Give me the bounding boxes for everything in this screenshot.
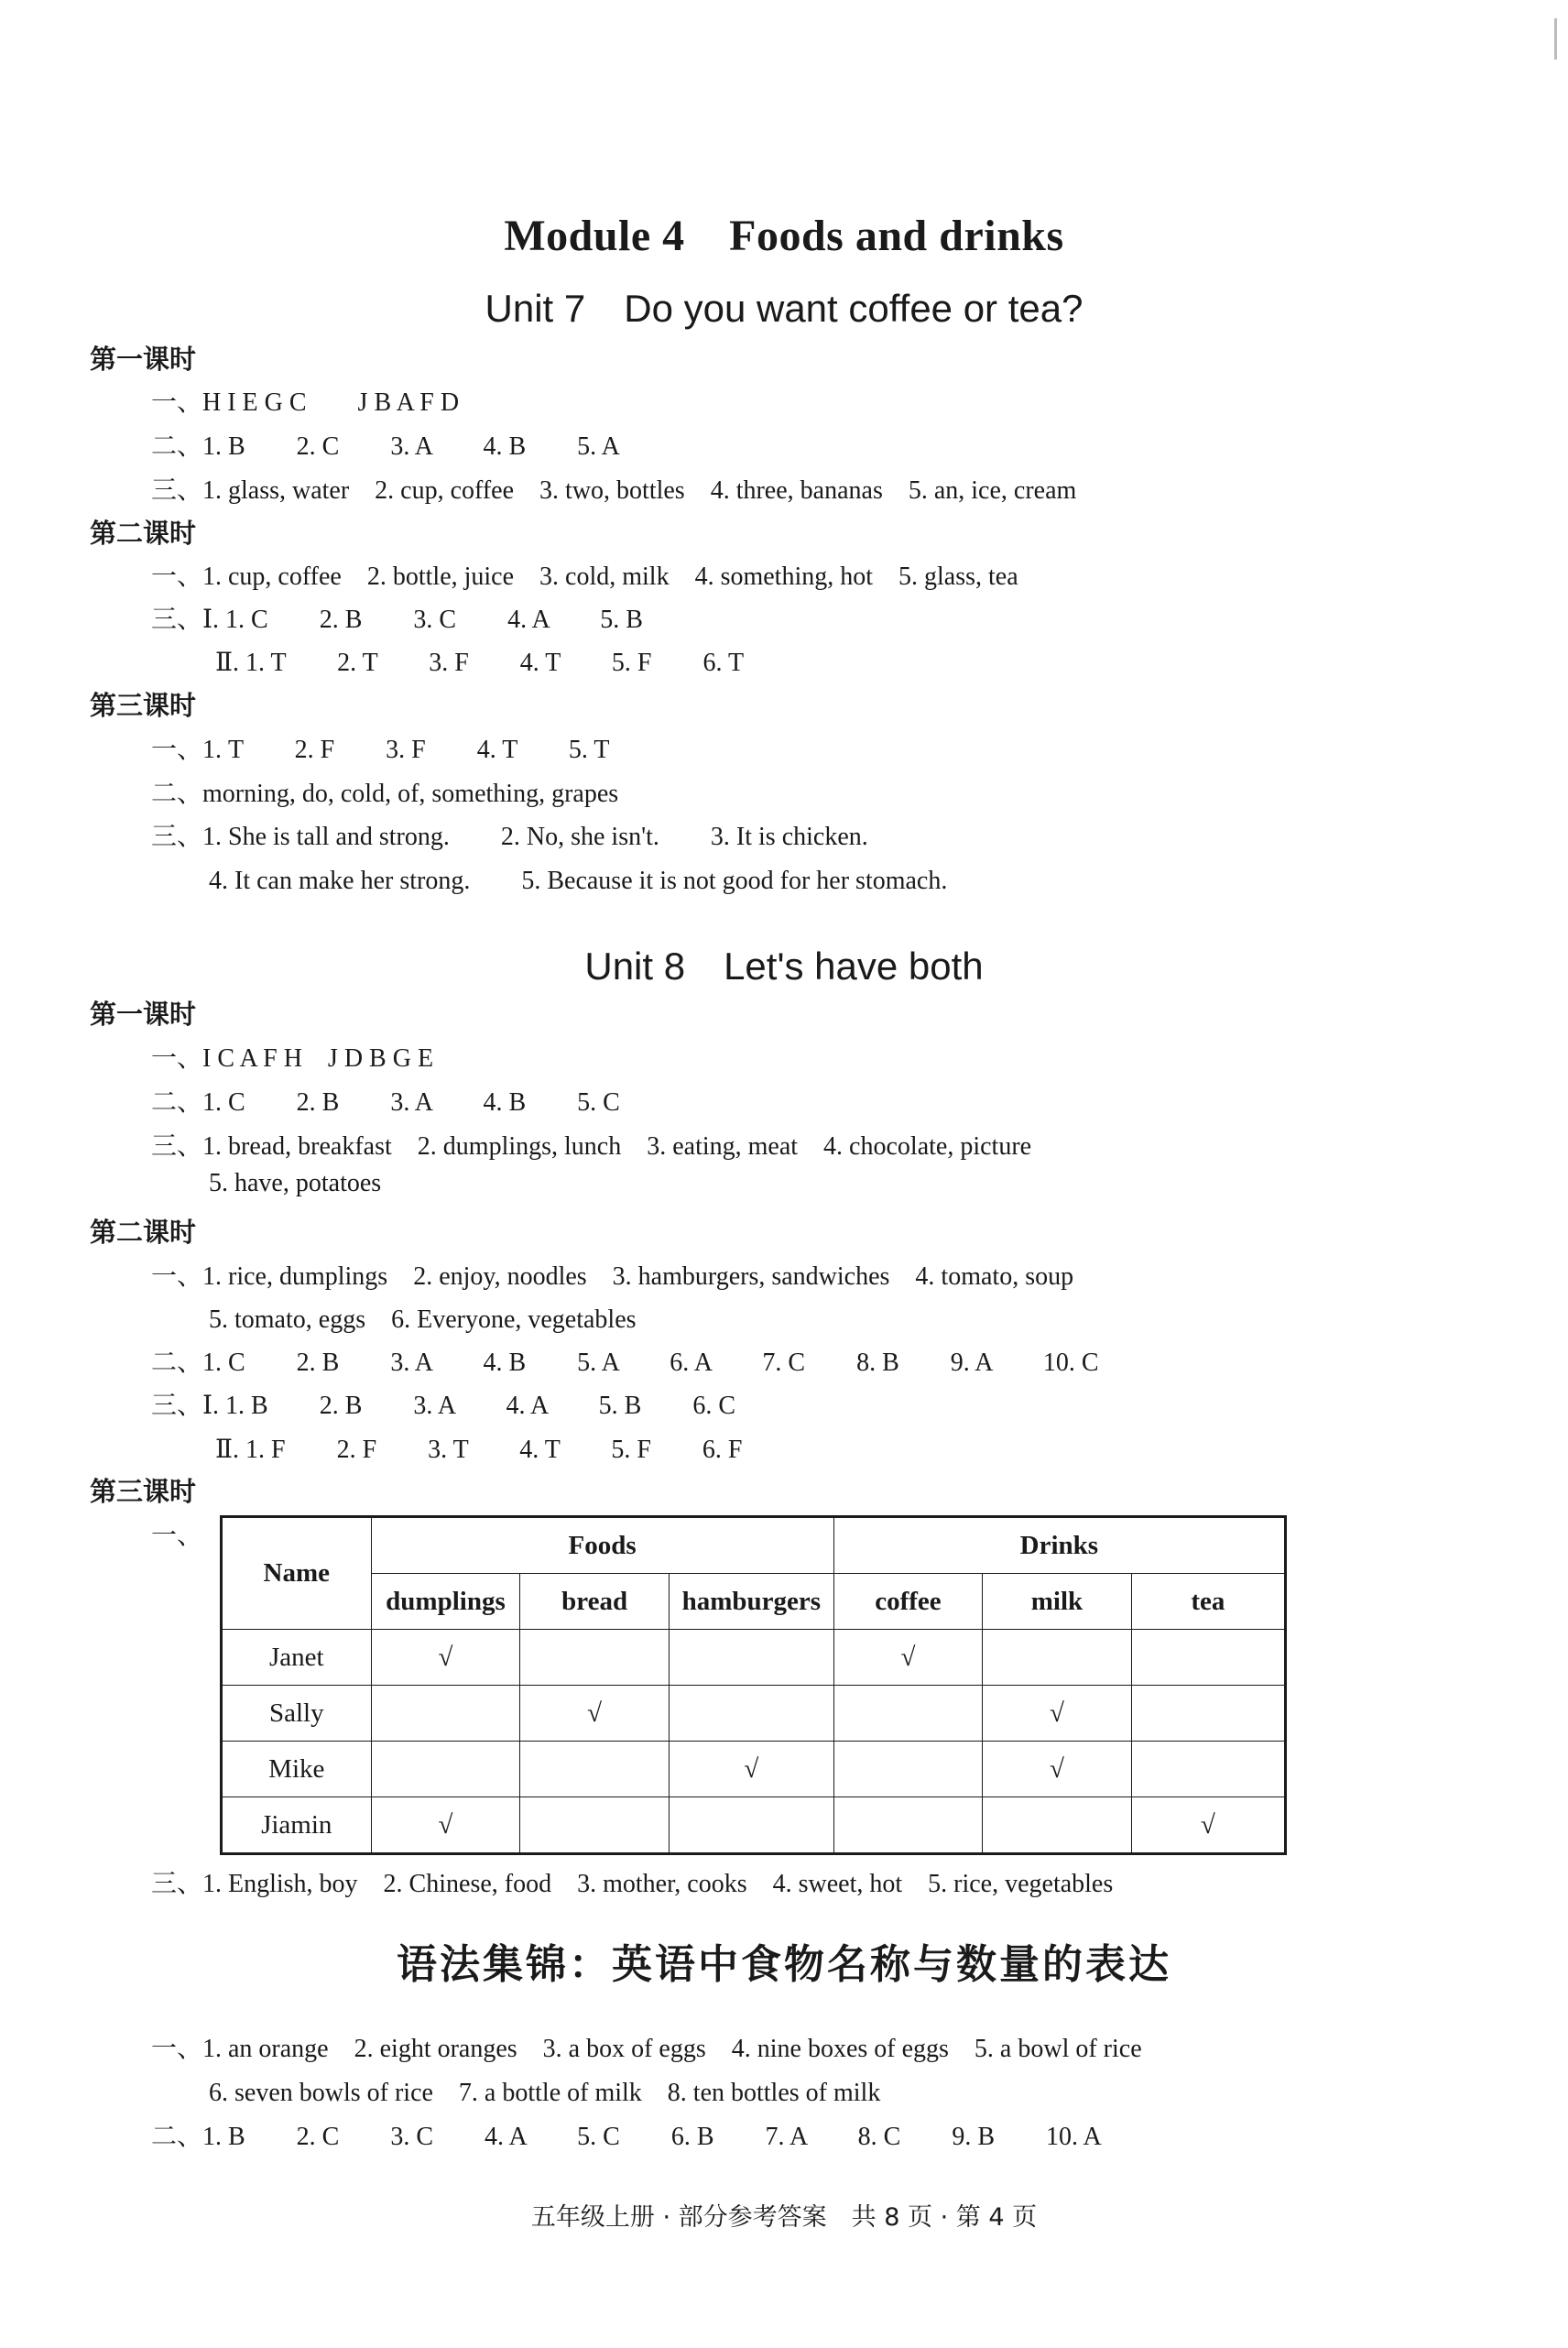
grammar-title: 语法集锦：英语中食物名称与数量的表达 (397, 1941, 1171, 1988)
unit7-lesson2-label: 第二课时 (90, 518, 197, 549)
unit7-lesson1-label: 第一课时 (90, 344, 197, 375)
col-milk: milk (983, 1574, 1131, 1630)
table-cell (833, 1797, 983, 1854)
unit7-lesson3-line2: 二、morning, do, cold, of, something, grapes (151, 780, 619, 808)
unit8-lesson1-label: 第一课时 (90, 999, 197, 1030)
col-hamburgers: hamburgers (669, 1574, 833, 1630)
unit8-lesson2-line4: 三、Ⅰ. 1. B 2. B 3. A 4. A 5. B 6. C (151, 1392, 736, 1420)
unit8-lesson2-label: 第二课时 (90, 1217, 197, 1248)
module-title: Module 4 Foods and drinks (504, 212, 1064, 260)
unit7-lesson2-line2: 三、Ⅰ. 1. C 2. B 3. C 4. A 5. B (151, 606, 643, 634)
table-subheader-row (222, 1574, 1286, 1630)
unit8-lesson1-line1: 一、I C A F H J D B G E (151, 1044, 434, 1073)
unit8-lesson2-line1: 一、1. rice, dumplings 2. enjoy, noodles 3. hamburgers, sandwiches 4. tomato, soup (151, 1262, 1074, 1291)
table-cell (833, 1686, 983, 1742)
table-cell (669, 1686, 833, 1742)
table-cell: √ (1131, 1797, 1285, 1854)
table-cell: √ (983, 1686, 1131, 1742)
row-name: Janet (222, 1630, 372, 1686)
unit7-title: Unit 7 Do you want coffee or tea? (485, 287, 1083, 330)
table-cell: √ (371, 1630, 520, 1686)
table-header-row (222, 1517, 1286, 1574)
table-row (222, 1686, 1286, 1742)
table-cell: √ (520, 1686, 670, 1742)
unit7-lesson1-line1: 一、H I E G C J B A F D (151, 388, 460, 417)
table-row (222, 1630, 1286, 1686)
table-prefix: 一、 (151, 1522, 203, 1550)
unit8-lesson3-label: 第三课时 (90, 1476, 197, 1507)
table-cell (983, 1630, 1131, 1686)
table-cell: √ (371, 1797, 520, 1854)
unit7-lesson1-line3: 三、1. glass, water 2. cup, coffee 3. two, bottles 4. three, bananas 5. an, ice, cream (151, 476, 1077, 505)
table-cell (520, 1797, 670, 1854)
unit7-lesson3-label: 第三课时 (90, 690, 197, 721)
unit7-lesson2-line3: Ⅱ. 1. T 2. T 3. F 4. T 5. F 6. T (215, 649, 745, 677)
col-tea: tea (1131, 1574, 1285, 1630)
table-cell (669, 1630, 833, 1686)
unit7-lesson3-line1: 一、1. T 2. F 3. F 4. T 5. T (151, 736, 610, 764)
table-row (222, 1742, 1286, 1797)
table-cell (1131, 1686, 1285, 1742)
drinks-header: Drinks (833, 1517, 1285, 1574)
table-cell: √ (833, 1630, 983, 1686)
name-header: Name (222, 1517, 372, 1630)
row-name: Sally (222, 1686, 372, 1742)
unit7-lesson1-line2: 二、1. B 2. C 3. A 4. B 5. A (151, 432, 620, 461)
col-bread: bread (520, 1574, 670, 1630)
unit8-lesson1-line3: 三、1. bread, breakfast 2. dumplings, lunch 3. eating, meat 4. chocolate, picture (151, 1132, 1032, 1161)
table-cell (520, 1742, 670, 1797)
unit8-lesson2-line3: 二、1. C 2. B 3. A 4. B 5. A 6. A 7. C 8. B 9. A 10. C (151, 1349, 1099, 1377)
col-dumplings: dumplings (371, 1574, 520, 1630)
table-cell (983, 1797, 1131, 1854)
unit8-lesson1-line4: 5. have, potatoes (209, 1169, 382, 1197)
grammar-line2: 6. seven bowls of rice 7. a bottle of milk 8. ten bottles of milk (209, 2079, 881, 2107)
table-cell (1131, 1742, 1285, 1797)
unit8-lesson3-line1: 三、1. English, boy 2. Chinese, food 3. mother, cooks 4. sweet, hot 5. rice, vegetables (151, 1870, 1114, 1898)
col-coffee: coffee (833, 1574, 983, 1630)
unit7-lesson3-line4: 4. It can make her strong. 5. Because it is not good for her stomach. (209, 867, 948, 895)
table-cell (371, 1686, 520, 1742)
unit7-lesson3-line3: 三、1. She is tall and strong. 2. No, she isn't. 3. It is chicken. (151, 823, 868, 851)
row-name: Mike (222, 1742, 372, 1797)
grammar-line1: 一、1. an orange 2. eight oranges 3. a box of eggs 4. nine boxes of eggs 5. a bowl of rice (151, 2035, 1142, 2063)
unit8-lesson1-line2: 二、1. C 2. B 3. A 4. B 5. C (151, 1088, 620, 1117)
unit7-lesson2-line1: 一、1. cup, coffee 2. bottle, juice 3. cold, milk 4. something, hot 5. glass, tea (151, 562, 1018, 591)
table-cell (1131, 1630, 1285, 1686)
grammar-line3: 二、1. B 2. C 3. C 4. A 5. C 6. B 7. A 8. C 9. B 10. A (151, 2123, 1102, 2151)
page-footer: 五年级上册 · 部分参考答案 共 8 页 · 第 4 页 (530, 2203, 1038, 2232)
table-cell (371, 1742, 520, 1797)
row-name: Jiamin (222, 1797, 372, 1854)
foods-drinks-table (220, 1515, 1287, 1855)
table-row (222, 1797, 1286, 1854)
foods-header: Foods (371, 1517, 833, 1574)
scan-edge-mark (1554, 18, 1557, 60)
table-cell (520, 1630, 670, 1686)
unit8-lesson2-line2: 5. tomato, eggs 6. Everyone, vegetables (209, 1305, 637, 1334)
table-cell (833, 1742, 983, 1797)
table-cell (669, 1797, 833, 1854)
table-cell: √ (983, 1742, 1131, 1797)
table-cell: √ (669, 1742, 833, 1797)
unit8-lesson2-line5: Ⅱ. 1. F 2. F 3. T 4. T 5. F 6. F (215, 1436, 743, 1464)
unit8-title: Unit 8 Let's have both (584, 945, 984, 988)
